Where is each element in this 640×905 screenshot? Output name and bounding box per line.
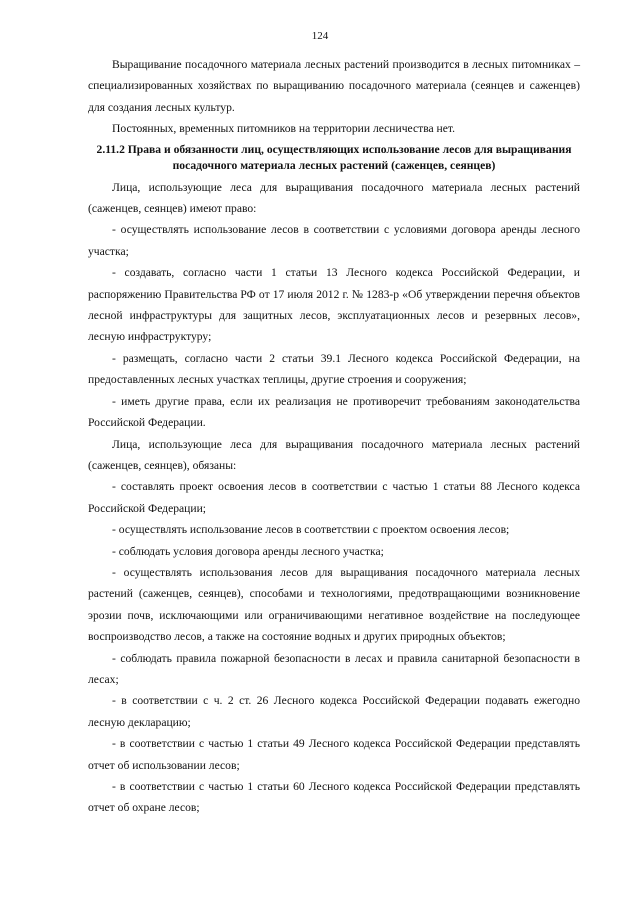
body-text [88,54,580,819]
duties-item: - осуществлять использования лесов для выращивания посадочного материала лесных растений (саженцев, сеянцев), способами и технологиями, предотвращающими возникновение эрозии почв, исключающими или ограничивающими негативное воздействие на последующее воспроизводство лесов, а также на состояние водных и других природных объектов; [88,565,580,644]
rights-item: - создавать, согласно части 1 статьи 13 Лесного кодекса Российской Федерации, и распоряжению Правительства РФ от 17 июля 2012 г. № 1283-р «Об утверждении перечня объектов лесной инфраструктуры для защитных лесов, эксплуатационных лесов и резервных лесов», лесную инфраструктуру; [88,266,580,344]
duties-item: - осуществлять использование лесов в соответствии с проектом освоения лесов; [112,523,510,537]
duties-item: - в соответствии с частью 1 статьи 60 Лесного кодекса Российской Федерации представлять отчет об охране лесов; [88,780,580,815]
section-heading: 2.11.2 Права и обязанности лиц, осуществляющих использование лесов для выращивания посадочного материала лесных растений (саженцев, сеянцев) [96,142,572,172]
duties-item: - соблюдать условия договора аренды лесного участка; [112,544,384,558]
duties-item: - в соответствии с частью 1 статьи 49 Лесного кодекса Российской Федерации представлять отчет об использовании лесов; [88,737,580,772]
rights-intro: Лица, использующие леса для выращивания посадочного материала лесных растений (саженцев, сеянцев) имеют право: [88,180,580,216]
paragraph-no-nurseries: Постоянных, временных питомников на территории лесничества нет. [112,122,456,136]
duties-item: - в соответствии с ч. 2 ст. 26 Лесного кодекса Российской Федерации подавать ежегодно лесную декларацию; [88,694,580,729]
rights-item: - размещать, согласно части 2 статьи 39.1 Лесного кодекса Российской Федерации, на предоставленных лесных участках теплицы, другие строения и сооружения; [88,351,580,387]
paragraph-nursery-intro: Выращивание посадочного материала лесных растений производится в лесных питомниках – специализированных хозяйствах по выращиванию посадочного материала (сеянцев и саженцев) для создания лесных культур. [88,58,580,114]
rights-item: - иметь другие права, если их реализация не противоречит требованиям законодательства Российской Федерации. [88,394,580,430]
rights-item: - осуществлять использование лесов в соответствии с условиями договора аренды лесного участка; [88,223,580,258]
duties-item: - составлять проект освоения лесов в соответствии с частью 1 статьи 88 Лесного кодекса Российской Федерации; [88,480,580,515]
page-number: 124 [311,30,329,42]
duties-item: - соблюдать правила пожарной безопасности в лесах и правила санитарной безопасности в лесах; [88,651,580,686]
duties-intro: Лица, использующие леса для выращивания посадочного материала лесных растений (саженцев, сеянцев), обязаны: [88,437,580,472]
